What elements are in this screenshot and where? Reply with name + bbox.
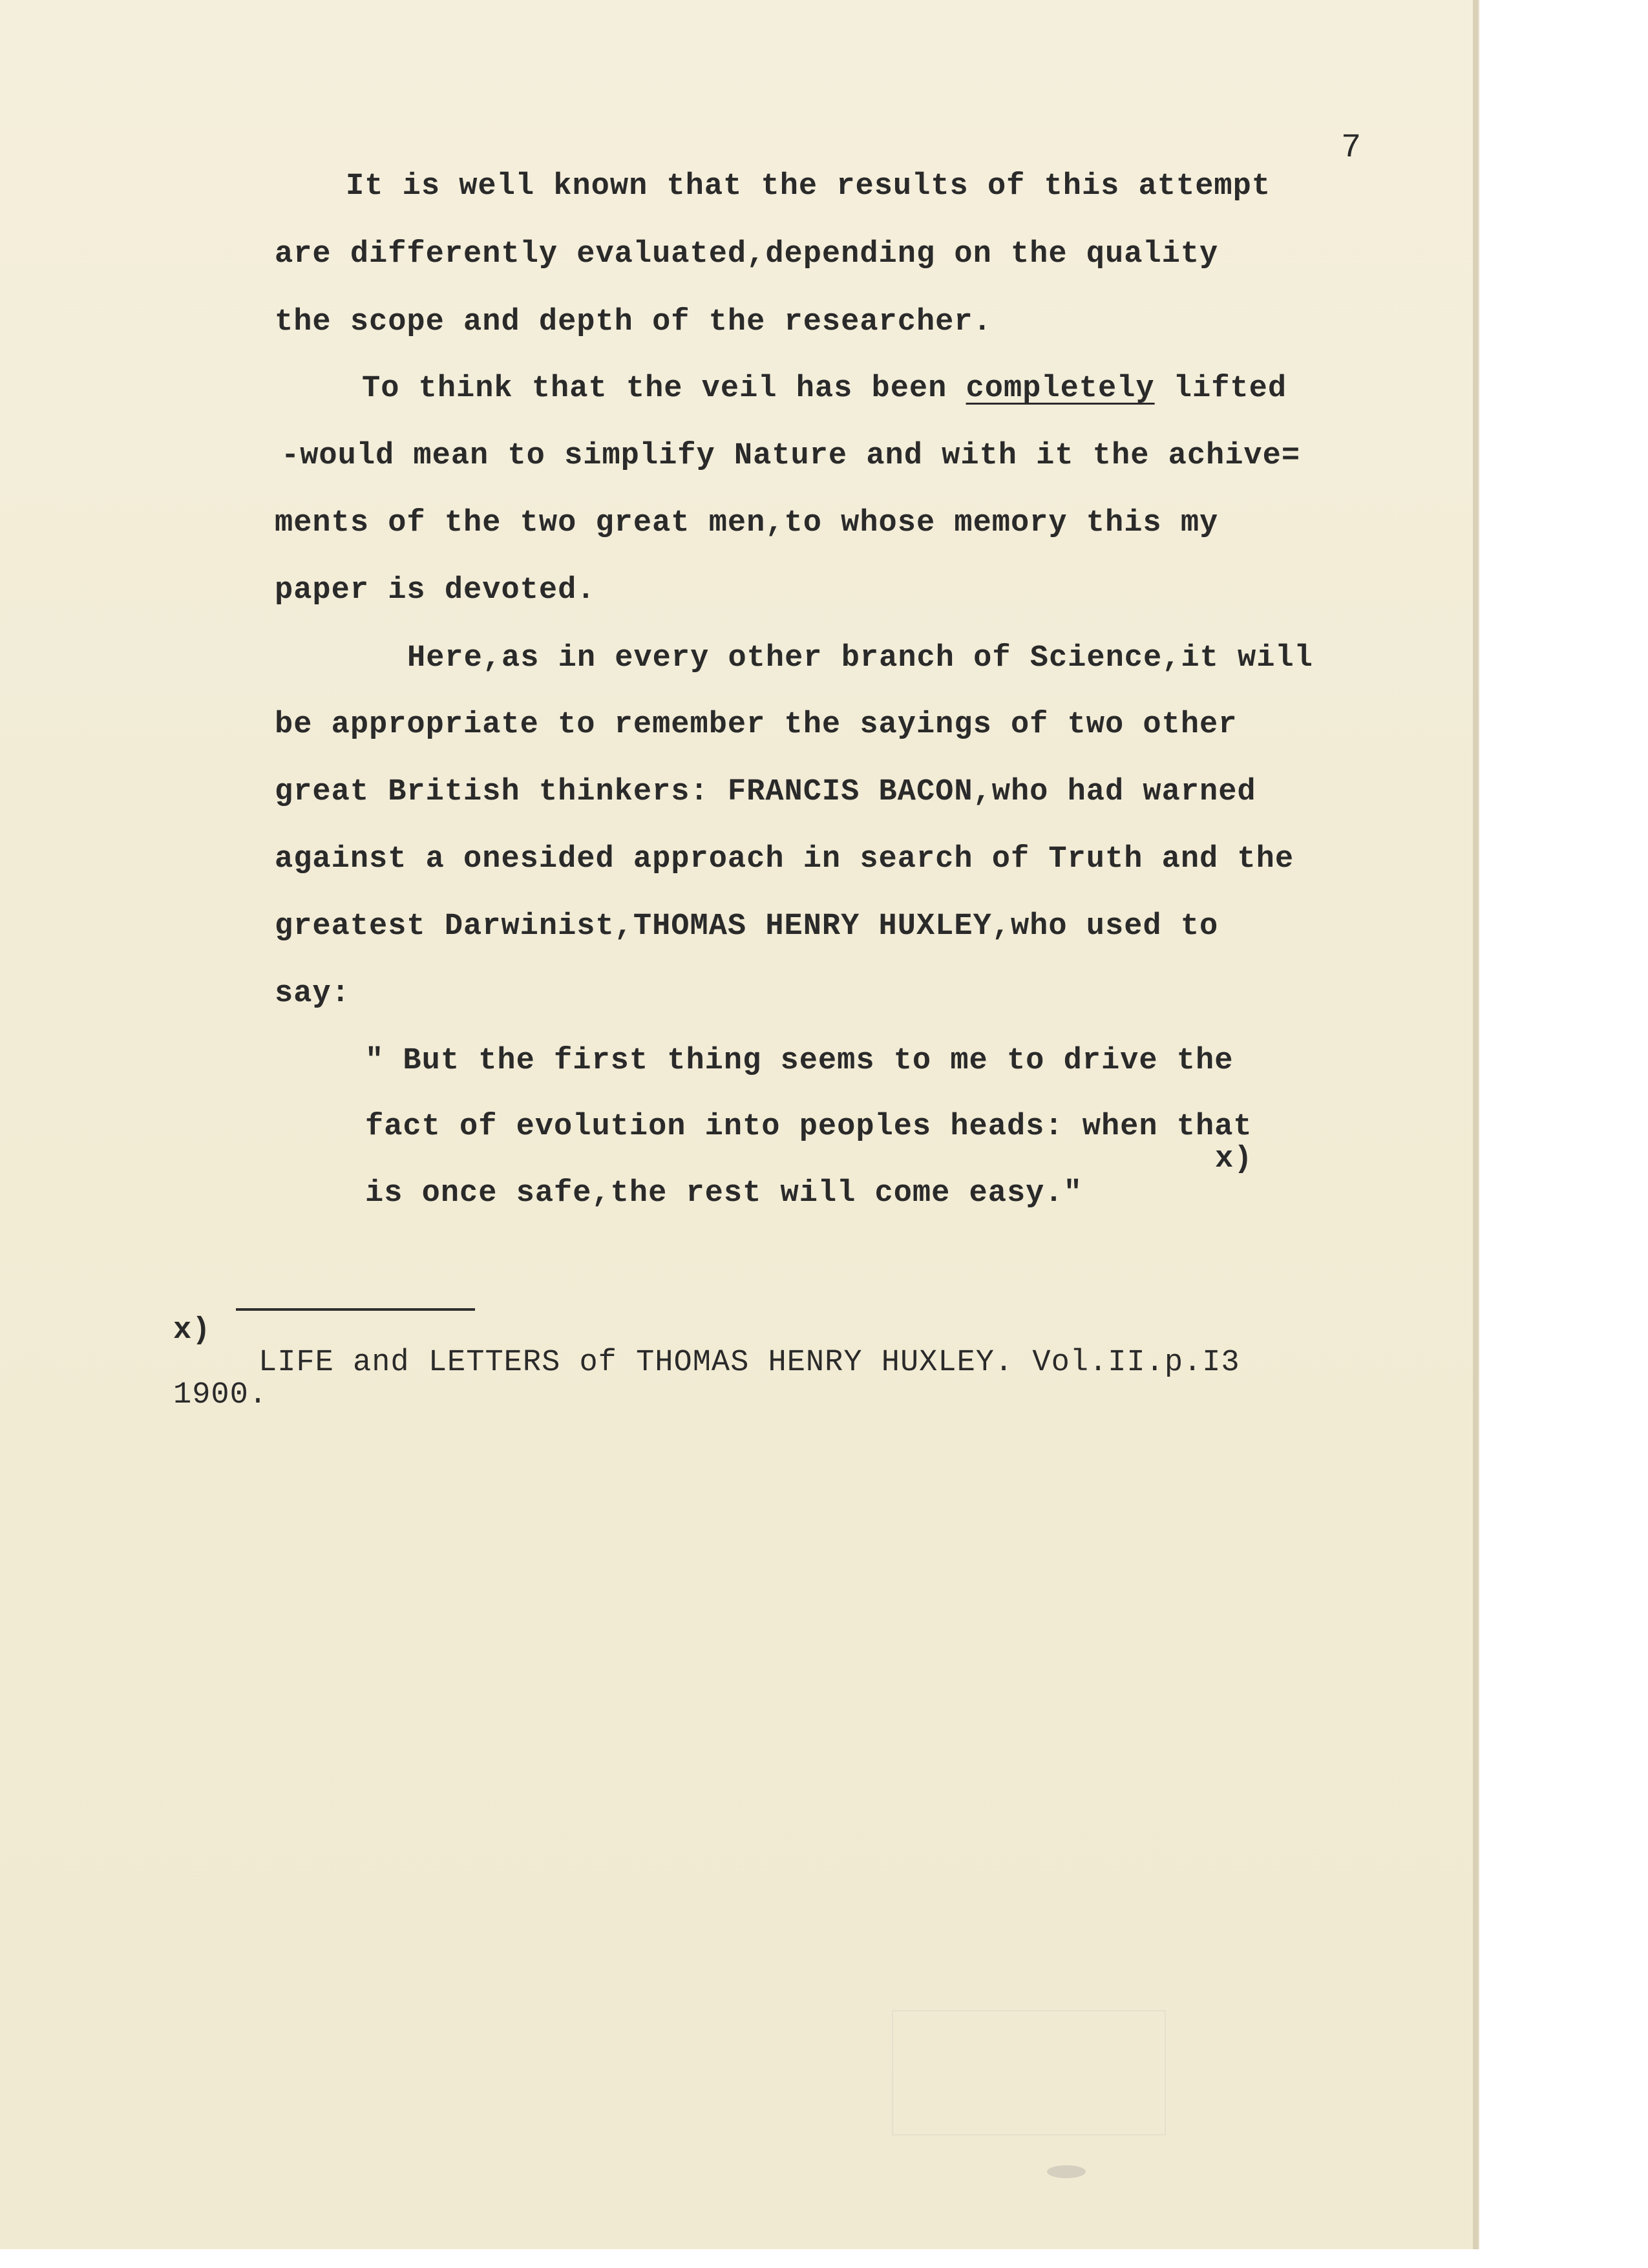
body-line-13: say: [275,977,350,1011]
body-line-10: great British thinkers: FRANCIS BACON,who had warned [275,775,1256,809]
quote-line-2: fact of evolution into peoples heads: when that [365,1110,1252,1144]
paper-edge [1473,0,1477,2249]
quote-line-1: " But the first thing seems to me to drive the [365,1044,1234,1078]
body-line-4-pre: To think that the veil has been [362,372,966,406]
body-line-7: paper is devoted. [275,573,596,608]
body-line-3: the scope and depth of the researcher. [275,305,992,339]
quote-line-3: is once safe,the rest will come easy." [365,1176,1083,1211]
faded-archive-stamp [892,2010,1166,2136]
page-number: 7 [1341,129,1362,167]
footnote-label: x) [173,1313,211,1348]
body-line-12: greatest Darwinist,THOMAS HENRY HUXLEY,who used to [275,909,1219,944]
body-line-9: be appropriate to remember the sayings of two other [275,708,1238,742]
body-line-2: are differently evaluated,depending on the quality [275,237,1219,271]
footnote-text: LIFE and LETTERS of THOMAS HENRY HUXLEY. Vol.II.p.I3 [259,1346,1240,1380]
body-line-11: against a onesided approach in search of Truth and the [275,842,1294,876]
body-line-8: Here,as in every other branch of Science,it will [407,641,1313,675]
body-line-5: -would mean to simplify Nature and with it the achive= [281,439,1301,473]
footnote-year: 1900. [173,1378,268,1412]
footnote-marker: x) [1215,1142,1253,1176]
body-line-4-post: lifted [1154,372,1287,406]
ink-smudge [1047,2165,1086,2178]
body-line-6: ments of the two great men,to whose memory this my [275,506,1219,540]
body-line-4 [362,374,1287,404]
body-line-1: It is well known that the results of this attempt [346,169,1271,204]
underlined-word: completely [966,372,1155,406]
footnote-rule [236,1308,475,1311]
